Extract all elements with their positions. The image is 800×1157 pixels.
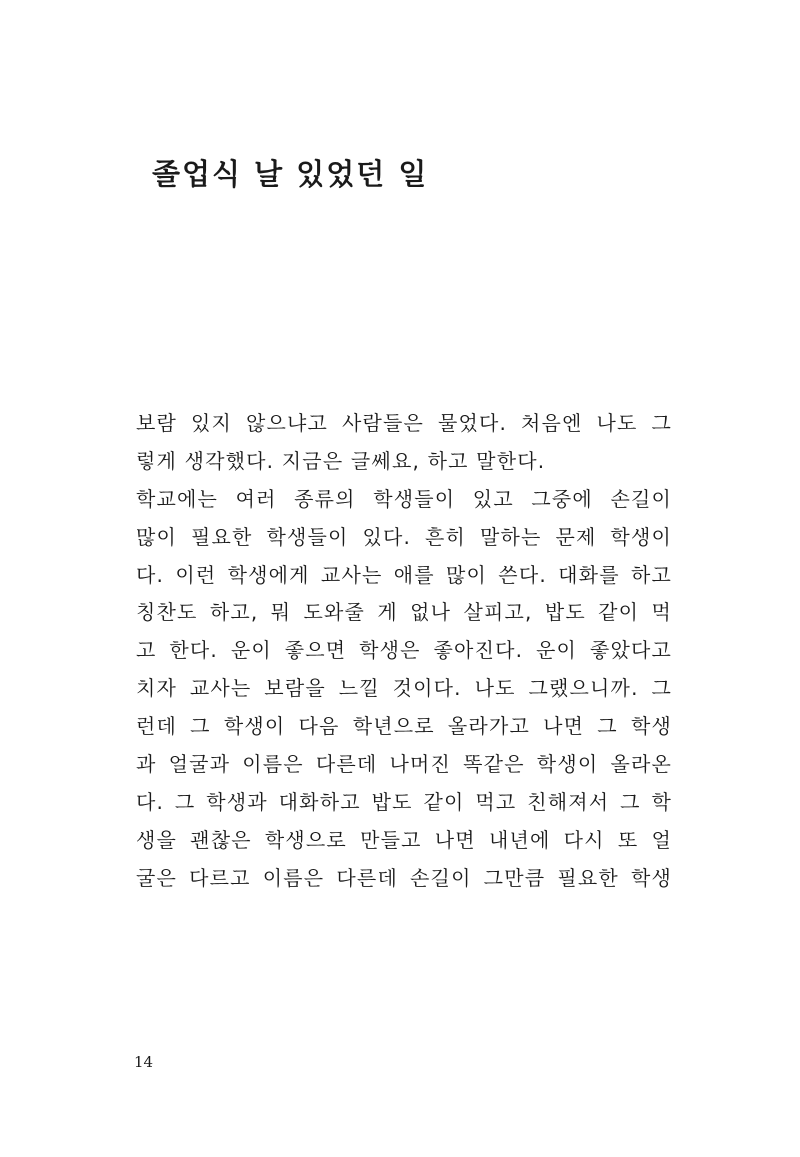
body-text xyxy=(136,405,672,898)
body-line: 과 얼굴과 이름은 다른데 나머진 똑같은 학생이 올라온 xyxy=(136,752,672,777)
chapter-title: 졸업식 날 있었던 일 xyxy=(152,157,429,191)
body-line: 학교에는 여러 종류의 학생들이 있고 그중에 손길이 xyxy=(136,486,672,511)
body-line: 생을 괜찮은 학생으로 만들고 나면 내년에 다시 또 얼 xyxy=(136,827,672,852)
body-line: 다. 이런 학생에게 교사는 애를 많이 쓴다. 대화를 하고 xyxy=(136,562,672,587)
body-line: 많이 필요한 학생들이 있다. 흔히 말하는 문제 학생이 xyxy=(136,524,672,549)
body-line: 치자 교사는 보람을 느낄 것이다. 나도 그랬으니까. 그 xyxy=(136,676,672,701)
body-line: 런데 그 학생이 다음 학년으로 올라가고 나면 그 학생 xyxy=(136,714,672,739)
body-line: 보람 있지 않으냐고 사람들은 물었다. 처음엔 나도 그 xyxy=(136,411,672,435)
page-number: 14 xyxy=(134,1053,154,1071)
body-line: 칭찬도 하고, 뭐 도와줄 게 없나 살피고, 밥도 같이 먹 xyxy=(136,600,672,625)
body-line: 굴은 다르고 이름은 다른데 손길이 그만큼 필요한 학생 xyxy=(136,865,672,890)
body-line: 다. 그 학생과 대화하고 밥도 같이 먹고 친해져서 그 학 xyxy=(136,789,672,814)
body-line: 고 한다. 운이 좋으면 학생은 좋아진다. 운이 좋았다고 xyxy=(136,638,672,663)
body-line: 렇게 생각했다. 지금은 글쎄요, 하고 말한다. xyxy=(136,448,546,473)
